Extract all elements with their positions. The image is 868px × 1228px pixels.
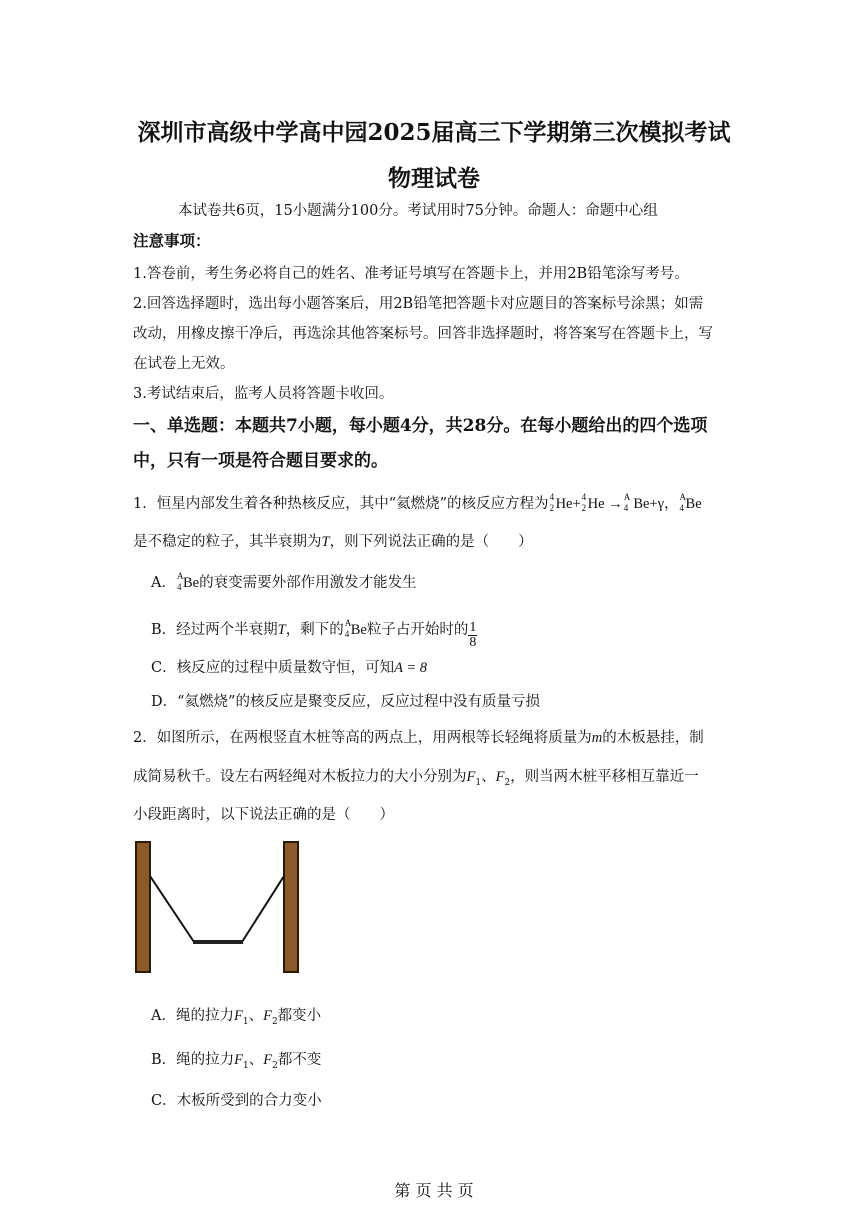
q1-option-a-text: 的衰变需要外部作用激发才能发生 [199, 575, 417, 591]
swing-figure [130, 836, 310, 978]
q2-option-a-pre: A．绳的拉力 [151, 1008, 234, 1024]
q1-option-c-equation: A = 8 [394, 660, 427, 676]
q1-option-a-label: A． [151, 575, 176, 591]
q1-option-b-end: 粒子占开始时的 [366, 622, 469, 638]
left-post [136, 842, 150, 972]
fraction-denominator: 8 [469, 635, 477, 650]
q2-stem-line1 [133, 726, 704, 747]
wooden-board [193, 940, 243, 944]
q1-option-b: B．经过两个半衰期T，剩下的 A 4 Be粒子占开始时的 $\frac{1}{8}$ [151, 618, 477, 650]
q2-f2-symbol: F [495, 769, 505, 785]
q1-option-b-mid: ，剩下的 [285, 622, 344, 638]
q1-option-b-label: B．经过两个半衰期 [151, 622, 278, 638]
q2-option-a: A．绳的拉力$F_1$、$F_2$都变小 [151, 1008, 322, 1027]
right-post [284, 842, 298, 972]
page-footer: 第 页 共 页 [394, 1181, 474, 1200]
q2-f1-symbol: F [466, 769, 476, 785]
q2-option-a-sep: 、 [248, 1008, 264, 1024]
q1-stem-text: 1．恒星内部发生着各种热核反应，其中“氦燃烧”的核反应方程为 [133, 496, 549, 512]
notice-item-2-line1: 2.回答选择题时，选出每小题答案后，用2B铅笔把答题卡对应题目的答案标号涂黑；如需 [133, 296, 704, 312]
q2-option-b-f2: F [263, 1052, 273, 1068]
q1-stem-line2-end: ，则下列说法正确的是（ ） [329, 534, 533, 550]
q2-stem-line2: 成简易秋千。设左右两轻绳对木板拉力的大小分别为$F_1$、$F_2$，则当两木桩平移相互靠近一 [133, 769, 699, 788]
notice-item-2-line2: 改动，用橡皮擦干净后，再选涂其他答案标号。回答非选择题时，将答案写在答题卡上，写 [133, 326, 713, 342]
q1-stem-line2 [133, 530, 533, 551]
q2-mass-symbol: m [591, 730, 603, 746]
section-heading-line2: 中，只有一项是符合题目要求的。 [133, 451, 388, 471]
fraction-numerator: 1 [469, 620, 477, 635]
q1-option-b-fraction [468, 621, 477, 650]
q2-option-b-f1: F [234, 1052, 244, 1068]
q2-option-a-f1: F [233, 1008, 243, 1024]
q2-option-b: B．绳的拉力$F_1$、$F_2$都不变 [151, 1052, 322, 1071]
q2-option-b-pre: B．绳的拉力 [151, 1052, 235, 1068]
exam-intro: 本试卷共6页，15小题满分100分。考试用时75分钟。命题人：命题中心组 [178, 203, 658, 219]
q1-stem-line2-text: 是不稳定的粒子，其半衰期为 [133, 534, 322, 550]
q2-stem-line1-text: 2．如图所示，在两根竖直木桩等高的两点上，用两根等长轻绳将质量为 [133, 730, 592, 746]
q1-option-a: A． A 4 Be的衰变需要外部作用激发才能发生 [151, 571, 417, 592]
q2-option-b-sep: 、 [248, 1052, 264, 1068]
q1-period-symbol: T [321, 534, 330, 550]
q2-stem-line3: 小段距离时，以下说法正确的是（ ） [133, 807, 394, 823]
q2-stem-line1-end: 的木板悬挂，制 [602, 730, 704, 746]
notice-item-3: 3.考试结束后，监考人员将答题卡收回。 [133, 386, 394, 402]
notice-item-2-line3: 在试卷上无效。 [133, 356, 235, 372]
q2-separator: 、 [481, 769, 496, 785]
exam-subtitle: 物理试卷 [388, 165, 480, 192]
q1-option-c-text: C．核反应的过程中质量数守恒，可知 [151, 660, 395, 676]
right-rope [242, 876, 284, 942]
q2-stem-line2-end: ，则当两木桩平移相互靠近一 [510, 769, 699, 785]
q1-option-c [151, 656, 427, 677]
q1-stem-line1 [133, 492, 702, 513]
q1-option-b-period: T [277, 622, 286, 638]
exam-title: 深圳市高级中学高中园2025届高三下学期第三次模拟考试 [137, 119, 731, 146]
section-heading-line1: 一、单选题：本题共7小题，每小题4分，共28分。在每小题给出的四个选项 [133, 416, 708, 436]
notice-item-1: 1.答卷前，考生务必将自己的姓名、准考证号填写在答题卡上，并用2B铅笔涂写考号。 [133, 266, 689, 282]
notice-heading: 注意事项： [133, 231, 211, 250]
q1-option-d: D．“氦燃烧”的核反应是聚变反应，反应过程中没有质量亏损 [151, 694, 540, 710]
q1-equation: 4 2 He+ 4 2 He → A 4 Be+γ， A 4 Be [549, 492, 702, 513]
q2-option-b-post: 都不变 [277, 1052, 322, 1068]
left-rope [150, 876, 194, 942]
q2-option-a-f2: F [263, 1008, 272, 1024]
q2-option-c: C．木板所受到的合力变小 [151, 1093, 322, 1109]
q2-stem-line2-text: 成简易秋千。设左右两轻绳对木板拉力的大小分别为 [133, 769, 467, 785]
q2-option-a-post: 都变小 [277, 1008, 322, 1024]
